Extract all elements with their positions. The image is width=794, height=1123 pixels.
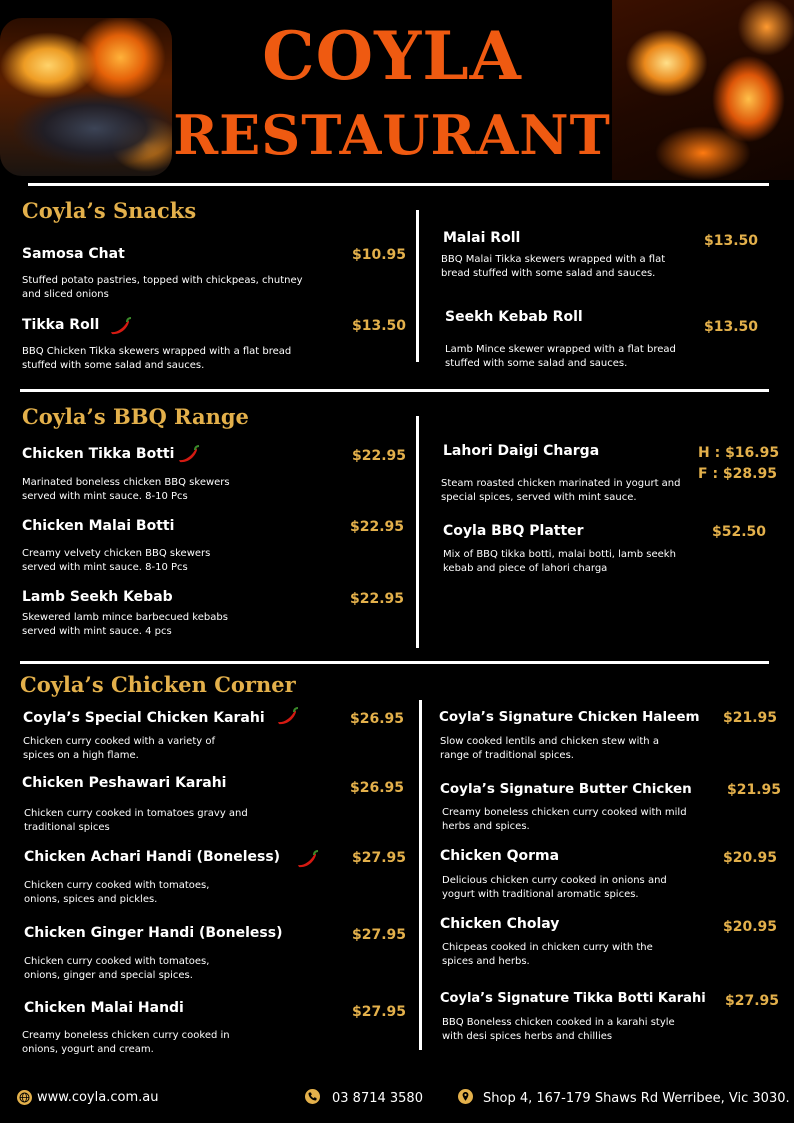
column-divider-bbq xyxy=(416,416,419,648)
menu-item-name: Chicken Malai Botti xyxy=(22,518,175,534)
fire-image-left xyxy=(0,18,172,176)
menu-item-price-full: F : $28.95 xyxy=(698,466,777,482)
menu-item-name: Coyla BBQ Platter xyxy=(443,523,584,539)
menu-item-name: Tikka Roll xyxy=(22,317,100,333)
menu-item-price: $13.50 xyxy=(704,233,759,249)
footer-website-link[interactable]: www.coyla.com.au xyxy=(37,1090,159,1105)
menu-item-price: $20.95 xyxy=(723,850,778,866)
menu-item-price: $13.50 xyxy=(352,318,407,334)
divider-top xyxy=(28,183,769,186)
menu-item-description: Mix of BBQ tikka botti, malai botti, lamb seekh kebab and piece of lahori charga xyxy=(443,549,676,574)
menu-item-price: $26.95 xyxy=(350,780,405,796)
menu-item-description: Steam roasted chicken marinated in yogurt and special spices, served with mint sauce. xyxy=(441,478,681,503)
menu-item-price: $20.95 xyxy=(723,919,778,935)
menu-item-name: Chicken Cholay xyxy=(440,916,560,932)
brand-title: COYLA xyxy=(262,17,522,95)
menu-item-name: Chicken Peshawari Karahi xyxy=(22,775,227,791)
brand-subtitle: RESTAURANT xyxy=(173,103,611,167)
menu-item-description: Delicious chicken curry cooked in onions and yogurt with traditional aromatic spices. xyxy=(442,875,667,900)
menu-item-name: Chicken Achari Handi (Boneless) xyxy=(24,849,281,865)
divider-bbq-chicken xyxy=(20,661,769,664)
menu-item-price: $22.95 xyxy=(352,448,407,464)
section-title-bbq: Coyla’s BBQ Range xyxy=(22,404,249,429)
location-pin-icon xyxy=(458,1089,473,1104)
menu-item-description: Stuffed potato pastries, topped with chickpeas, chutney and sliced onions xyxy=(22,275,303,300)
menu-item-description: BBQ Boneless chicken cooked in a karahi style with desi spices herbs and chillies xyxy=(442,1017,675,1042)
divider-snacks-bbq xyxy=(20,389,769,392)
menu-item-description: Marinated boneless chicken BBQ skewers served with mint sauce. 8-10 Pcs xyxy=(22,477,230,502)
menu-item-name: Samosa Chat xyxy=(22,246,125,262)
menu-item-description: Chicken curry cooked with tomatoes, onions, ginger and special spices. xyxy=(24,956,210,981)
menu-item-name: Coyla’s Signature Chicken Haleem xyxy=(439,709,700,725)
menu-item-name: Chicken Tikka Botti xyxy=(22,446,175,462)
menu-item-name: Chicken Qorma xyxy=(440,848,560,864)
menu-item-price: $27.95 xyxy=(352,850,407,866)
chili-icon xyxy=(108,316,132,336)
menu-item-price: $27.95 xyxy=(352,927,407,943)
menu-item-description: Chicpeas cooked in chicken curry with the spices and herbs. xyxy=(442,942,653,967)
menu-item-description: Chicken curry cooked with a variety of spices on a high flame. xyxy=(23,736,215,761)
menu-item-name: Chicken Ginger Handi (Boneless) xyxy=(24,925,283,941)
menu-item-price: $10.95 xyxy=(352,247,407,263)
menu-item-name: Lahori Daigi Charga xyxy=(443,443,600,459)
menu-item-description: Chicken curry cooked with tomatoes, onions, spices and pickles. xyxy=(24,880,210,905)
footer-phone-link[interactable]: 03 8714 3580 xyxy=(332,1091,423,1106)
menu-item-description: Chicken curry cooked in tomatoes gravy and traditional spices xyxy=(24,808,248,833)
menu-item-price: $21.95 xyxy=(727,782,782,798)
menu-item-price: $26.95 xyxy=(350,711,405,727)
menu-item-description: Lamb Mince skewer wrapped with a flat bread stuffed with some salad and sauces. xyxy=(445,344,676,369)
menu-item-price: $27.95 xyxy=(352,1004,407,1020)
menu-item-price: $13.50 xyxy=(704,319,759,335)
menu-item-description: BBQ Chicken Tikka skewers wrapped with a flat bread stuffed with some salad and sauces. xyxy=(22,346,292,371)
menu-item-price: $22.95 xyxy=(350,591,405,607)
chili-icon xyxy=(275,706,299,726)
column-divider-chicken xyxy=(419,700,422,1050)
menu-item-name: Chicken Malai Handi xyxy=(24,1000,184,1016)
menu-item-price: $27.95 xyxy=(725,993,780,1009)
menu-item-description: Creamy velvety chicken BBQ skewers served with mint sauce. 8-10 Pcs xyxy=(22,548,211,573)
section-title-snacks: Coyla’s Snacks xyxy=(22,198,197,223)
phone-icon xyxy=(305,1089,320,1104)
menu-item-description: Creamy boneless chicken curry cooked with mild herbs and spices. xyxy=(442,807,687,832)
menu-item-name: Lamb Seekh Kebab xyxy=(22,589,173,605)
menu-item-price: $52.50 xyxy=(712,524,767,540)
menu-item-name: Coyla’s Signature Tikka Botti Karahi xyxy=(440,991,706,1006)
menu-item-description: Skewered lamb mince barbecued kebabs served with mint sauce. 4 pcs xyxy=(22,612,228,637)
section-title-chicken: Coyla’s Chicken Corner xyxy=(20,672,296,697)
menu-item-price: $21.95 xyxy=(723,710,778,726)
footer-address: Shop 4, 167-179 Shaws Rd Werribee, Vic 3030. xyxy=(483,1091,790,1106)
fire-image-right xyxy=(612,0,794,180)
menu-item-name: Coyla’s Signature Butter Chicken xyxy=(440,781,692,797)
chili-icon xyxy=(295,849,319,869)
menu-item-description: Creamy boneless chicken curry cooked in onions, yogurt and cream. xyxy=(22,1030,230,1055)
menu-item-price-half: H : $16.95 xyxy=(698,445,780,461)
chili-icon xyxy=(176,444,200,464)
menu-item-description: Slow cooked lentils and chicken stew with a range of traditional spices. xyxy=(440,736,659,761)
column-divider-snacks xyxy=(416,210,419,362)
menu-item-description: BBQ Malai Tikka skewers wrapped with a flat bread stuffed with some salad and sauces. xyxy=(441,254,666,279)
menu-item-name: Seekh Kebab Roll xyxy=(445,309,583,325)
menu-item-name: Coyla’s Special Chicken Karahi xyxy=(23,710,265,726)
globe-icon xyxy=(17,1090,32,1105)
menu-item-name: Malai Roll xyxy=(443,230,521,246)
menu-item-price: $22.95 xyxy=(350,519,405,535)
